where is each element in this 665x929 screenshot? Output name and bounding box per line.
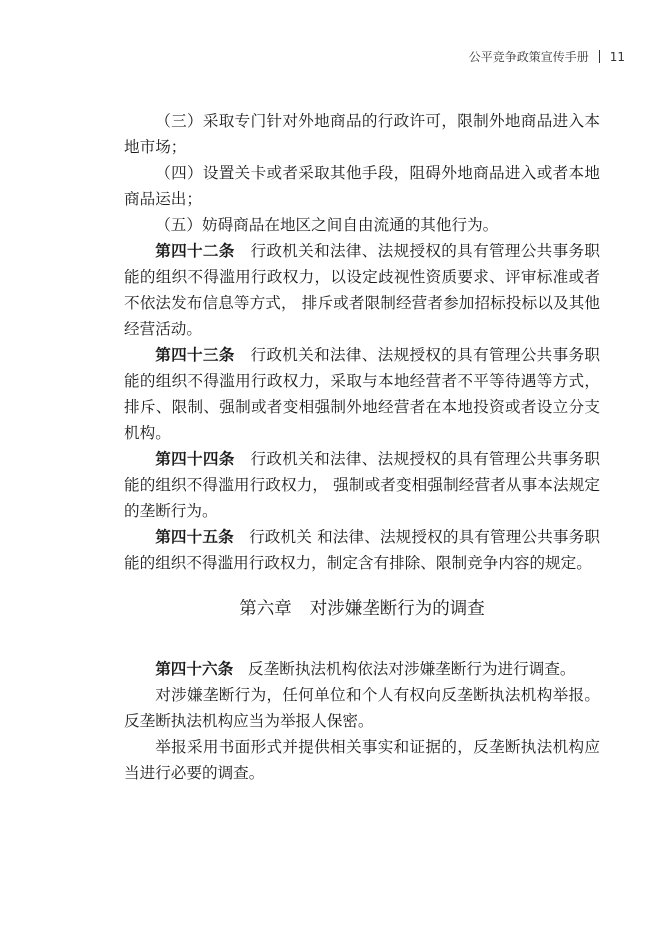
chapter-heading: [124, 596, 600, 622]
article-42: [124, 238, 600, 342]
paragraph: （五）妨碍商品在地区之间自由流通的其他行为。: [155, 216, 499, 234]
page-number: 11: [609, 49, 625, 64]
paragraph: （四）设置关卡或者采取其他手段，阻碍外地商品进入或者本地商品运出；: [124, 164, 600, 208]
page-body: [124, 108, 600, 786]
chapter-number: 第六章: [239, 599, 292, 619]
article-text: 行政机关和法律、法规授权的具有管理公共事务职能的组织不得滥用行政权力，以设定歧视性资质要求、评审标准或者不依法发布信息等方式， 排斥或者限制经营者参加招标投标以及其他经营活动。: [124, 242, 600, 338]
book-title: 公平竞争政策宣传手册: [468, 50, 589, 64]
article-label: 第四十六条: [155, 660, 234, 678]
article-45: [124, 524, 600, 576]
article-46: [124, 656, 600, 682]
article-text: 行政机关 和法律、法规授权的具有管理公共事务职能的组织不得滥用行政权力，制定含有排除、限制竞争内容的规定。: [124, 528, 600, 572]
article-text: 行政机关和法律、法规授权的具有管理公共事务职能的组织不得滥用行政权力，采取与本地经营者不平等待遇等方式， 排斥、限制、强制或者变相强制外地经营者在本地投资或者设立分支机构。: [124, 346, 600, 442]
article-label: 第四十四条: [155, 450, 235, 468]
article-label: 第四十五条: [155, 528, 234, 546]
article-text: 行政机关和法律、法规授权的具有管理公共事务职能的组织不得滥用行政权力， 强制或者变相强制经营者从事本法规定的垄断行为。: [124, 450, 600, 520]
article-text: 反垄断执法机构依法对涉嫌垄断行为进行调查。: [248, 660, 576, 678]
paragraph: 举报采用书面形式并提供相关事实和证据的，反垄断执法机构应当进行必要的调查。: [124, 738, 600, 782]
paragraph: （三）采取专门针对外地商品的行政许可，限制外地商品进入本地市场；: [124, 112, 600, 156]
chapter-title: 对涉嫌垄断行为的调查: [309, 599, 485, 619]
header-divider: [599, 50, 600, 63]
article-43: [124, 342, 600, 446]
article-label: 第四十三条: [155, 346, 235, 364]
paragraph: 对涉嫌垄断行为，任何单位和个人有权向反垄断执法机构举报。反垄断执法机构应当为举报人保密。: [124, 686, 600, 730]
page-header: [469, 48, 625, 65]
article-44: [124, 446, 600, 524]
article-label: 第四十二条: [155, 242, 235, 260]
